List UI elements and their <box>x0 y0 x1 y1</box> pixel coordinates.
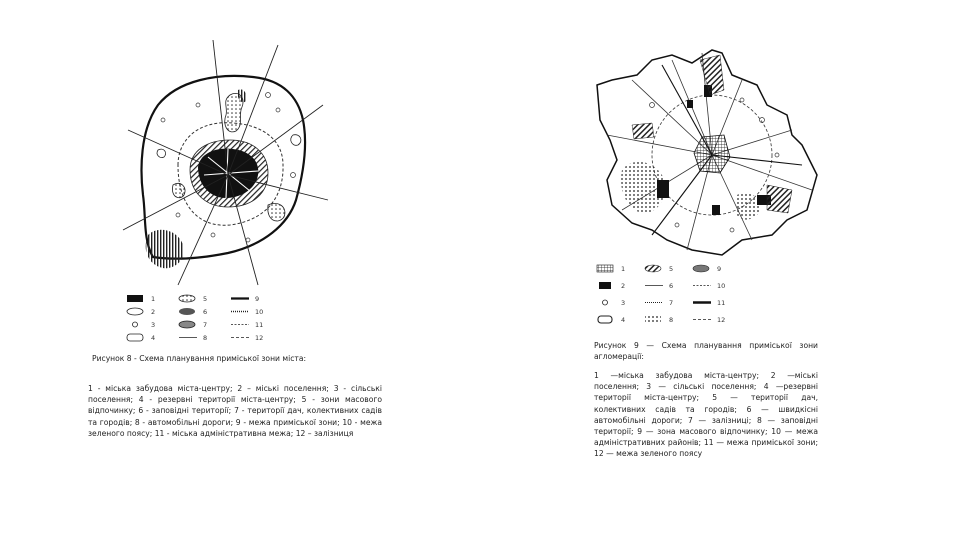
legend-right-item-7: 7 <box>643 298 679 307</box>
legend-symbol-recreation <box>691 264 713 273</box>
map-right-drawing <box>592 45 822 260</box>
legend-right <box>595 264 745 330</box>
legend-right-item-6: 6 <box>643 281 679 290</box>
legend-left-item-6: 6 <box>177 307 213 316</box>
legend-right-item-3: 3 <box>595 298 631 307</box>
legend-symbol-reserves <box>643 315 665 324</box>
legend-left-item-10: 10 <box>229 307 265 316</box>
legend-symbol-reserved-areas <box>177 307 199 316</box>
legend-left-item-11: 11 <box>229 320 265 329</box>
legend-left-item-12: 12 <box>229 333 265 342</box>
map-left-drawing <box>118 35 333 290</box>
legend-symbol-urban <box>595 281 617 290</box>
caption-left: Рисунок 8 - Схема планування приміської зони міста: <box>92 354 307 363</box>
suburban-zone-map-left <box>118 35 333 290</box>
description-right: 1 —міська забудова міста-центру; 2 —міські поселення; 3 — сільські поселення; 4 —резервні території міста-центру; 5 — території дач, колективних садів та городів; 6 — швидкісні автомобільні дороги; 7 — залізниці; 8 — заповідні території; 9 — зона масового відпочинку; 10 — межа адміністративних районів; 11 — межа приміської зони; 12 — межа зеленого поясу <box>594 371 818 459</box>
legend-symbol-rural <box>595 298 617 307</box>
legend-right-item-4: 4 <box>595 315 631 324</box>
legend-symbol-urban <box>125 307 147 316</box>
legend-left-item-3: 3 <box>125 320 161 329</box>
legend-symbol-city-centre <box>125 294 147 303</box>
legend-symbol-railway <box>229 333 251 342</box>
caption-right: Рисунок 9 — Схема планування приміської зони агломерації: <box>594 341 818 361</box>
description-left: 1 - міська забудова міста-центру; 2 – міські поселення; 3 - сільські поселення; 4 - резервні території міста-центру; 5 - зони масового відпочинку; 6 - заповідні території; 7 - території дач, колективних садів та городів; 8 - автомобільні дороги; 9 - межа приміської зони; 10 - межа зеленого поясу; 11 - міська адміністративна межа; 12 – залізниця <box>88 384 382 438</box>
legend-right-item-12: 12 <box>691 315 727 324</box>
legend-symbol-suburban-boundary <box>691 298 713 307</box>
legend-right-item-8: 8 <box>643 315 679 324</box>
legend-symbol-roads <box>177 333 199 342</box>
legend-left-item-9: 9 <box>229 294 265 303</box>
legend-symbol-green-belt <box>229 307 251 316</box>
legend-symbol-city-centre <box>595 264 617 273</box>
legend-symbol-suburban-boundary <box>229 294 251 303</box>
legend-right-item-9: 9 <box>691 264 727 273</box>
legend-right-item-10: 10 <box>691 281 727 290</box>
legend-left-item-5: 5 <box>177 294 213 303</box>
legend-symbol-dachas <box>643 264 665 273</box>
legend-symbol-dachas <box>177 320 199 329</box>
legend-right-item-11: 11 <box>691 298 727 307</box>
legend-left-item-7: 7 <box>177 320 213 329</box>
legend-right-item-2: 2 <box>595 281 631 290</box>
legend-symbol-admin-districts <box>691 281 713 290</box>
legend-left-item-8: 8 <box>177 333 213 342</box>
legend-symbol-rural <box>125 320 147 329</box>
legend-left-item-2: 2 <box>125 307 161 316</box>
legend-right-item-1: 1 <box>595 264 631 273</box>
legend-left-item-1: 1 <box>125 294 161 303</box>
legend-symbol-green-belt <box>691 315 713 324</box>
legend-left <box>125 294 275 344</box>
legend-left-item-4: 4 <box>125 333 161 342</box>
legend-symbol-reserve <box>595 315 617 324</box>
legend-symbol-recreation <box>177 294 199 303</box>
legend-right-item-5: 5 <box>643 264 679 273</box>
agglomeration-map-right <box>592 45 822 260</box>
legend-symbol-admin-boundary <box>229 320 251 329</box>
legend-symbol-highways <box>643 281 665 290</box>
legend-symbol-reserve <box>125 333 147 342</box>
legend-symbol-railways <box>643 298 665 307</box>
